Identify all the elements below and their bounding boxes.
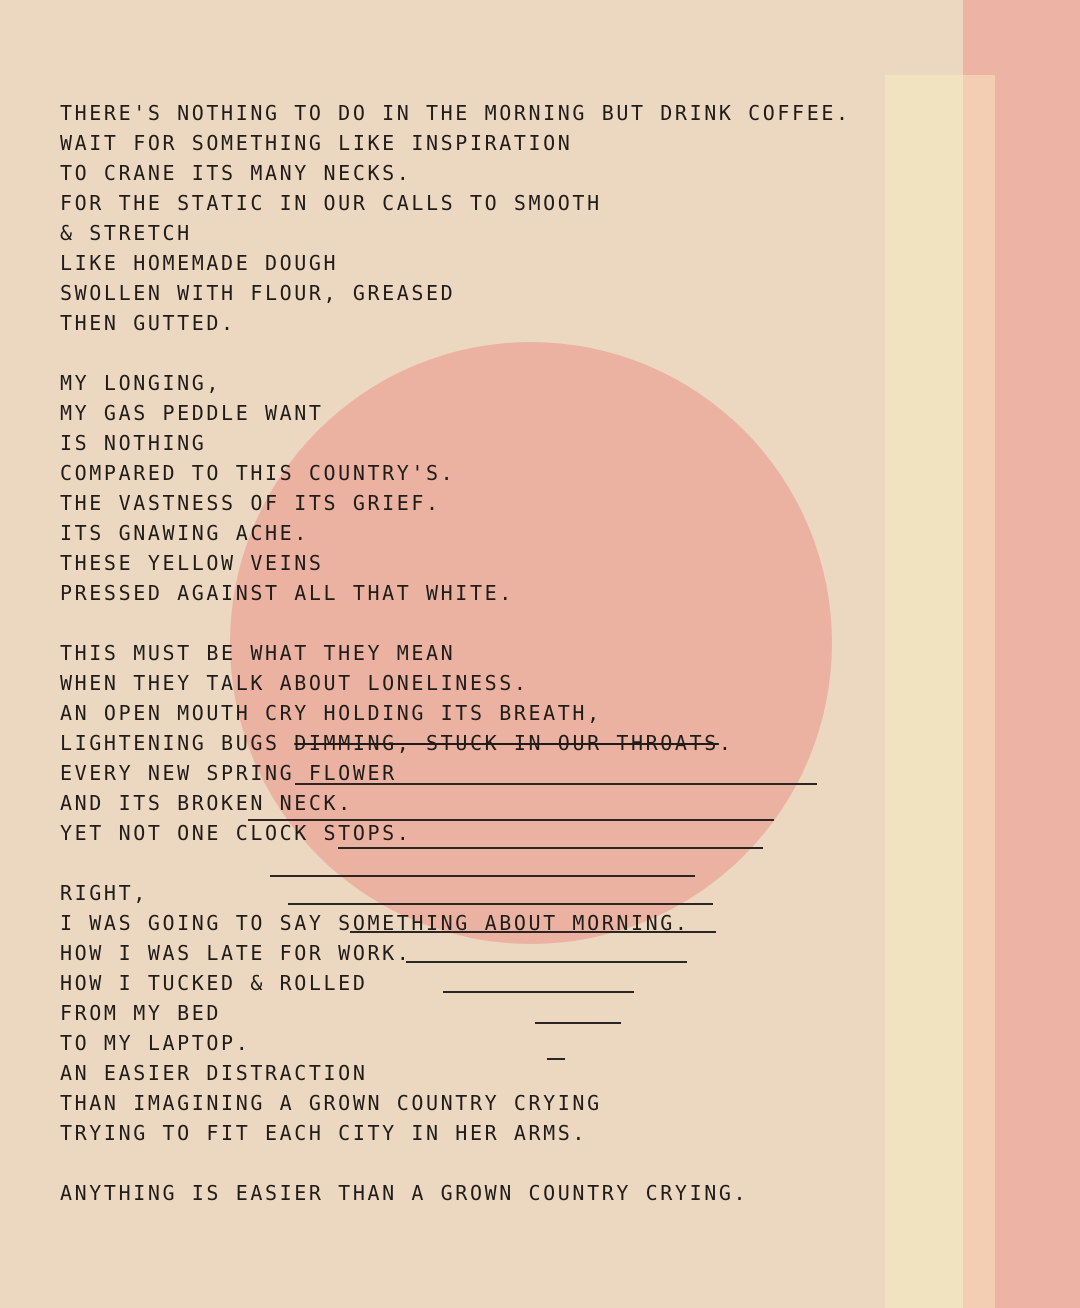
poem-line: ANYTHING IS EASIER THAN A GROWN COUNTRY CRYING. (60, 1181, 749, 1205)
poem-line: THERE'S NOTHING TO DO IN THE MORNING BUT DRINK COFFEE. (60, 101, 851, 125)
poem-line: & STRETCH (60, 221, 192, 245)
poem-line: THEN GUTTED. (60, 311, 236, 335)
poem-line: YET NOT ONE CLOCK STOPS. (60, 821, 412, 845)
poem-line: WAIT FOR SOMETHING LIKE INSPIRATION (60, 131, 573, 155)
poem-line: EVERY NEW SPRING FLOWER (60, 761, 397, 785)
poem-line: AND ITS BROKEN NECK. (60, 791, 353, 815)
stanza-2 (60, 368, 851, 608)
stanza-4 (60, 878, 851, 1148)
poem-line: IS NOTHING (60, 431, 207, 455)
poem-line: AN EASIER DISTRACTION (60, 1061, 368, 1085)
pink-stripe (995, 0, 1080, 1308)
poem-line: TRYING TO FIT EACH CITY IN HER ARMS. (60, 1121, 588, 1145)
stanza-5 (60, 1178, 851, 1208)
poem-line: TO CRANE ITS MANY NECKS. (60, 161, 412, 185)
poem-line: PRESSED AGAINST ALL THAT WHITE. (60, 581, 514, 605)
poem-line: COMPARED TO THIS COUNTRY'S. (60, 461, 456, 485)
poem-line: TO MY LAPTOP. (60, 1031, 251, 1055)
poem-line: FROM MY BED (60, 1001, 222, 1025)
poem-line: LIKE HOMEMADE DOUGH (60, 251, 339, 275)
stanza-break (60, 608, 851, 638)
poem-line: ITS GNAWING ACHE. (60, 521, 309, 545)
poem-line-start: LIGHTENING BUGS (60, 731, 295, 755)
poem-line: SWOLLEN WITH FLOUR, GREASED (60, 281, 456, 305)
poem-line: THAN IMAGINING A GROWN COUNTRY CRYING (60, 1091, 602, 1115)
poem-line-with-strikethrough (60, 728, 851, 758)
poem-line: THESE YELLOW VEINS (60, 551, 324, 575)
poem-line: HOW I TUCKED & ROLLED (60, 971, 368, 995)
poem-line: FOR THE STATIC IN OUR CALLS TO SMOOTH (60, 191, 602, 215)
stanza-3 (60, 638, 851, 848)
struck-text: DIMMING, STUCK IN OUR THROATS (294, 731, 719, 755)
stanza-break (60, 338, 851, 368)
peach-stripe (963, 75, 995, 1308)
poem-line: MY GAS PEDDLE WANT (60, 401, 324, 425)
stanza-break (60, 1148, 851, 1178)
stanza-break (60, 848, 851, 878)
cream-stripe (885, 75, 963, 1308)
poem-line: MY LONGING, (60, 371, 222, 395)
poem-line: THE VASTNESS OF ITS GRIEF. (60, 491, 441, 515)
poem-line: RIGHT, (60, 881, 148, 905)
poem-line: AN OPEN MOUTH CRY HOLDING ITS BREATH, (60, 701, 602, 725)
poem-line: WHEN THEY TALK ABOUT LONELINESS. (60, 671, 529, 695)
poem-line: I WAS GOING TO SAY SOMETHING ABOUT MORNING. (60, 911, 690, 935)
pink-stripe-top (963, 0, 995, 75)
poem-line: HOW I WAS LATE FOR WORK. (60, 941, 412, 965)
poem (60, 98, 851, 1208)
poem-line: THIS MUST BE WHAT THEY MEAN (60, 641, 456, 665)
poem-line-end: . (718, 731, 734, 755)
stanza-1 (60, 98, 851, 338)
